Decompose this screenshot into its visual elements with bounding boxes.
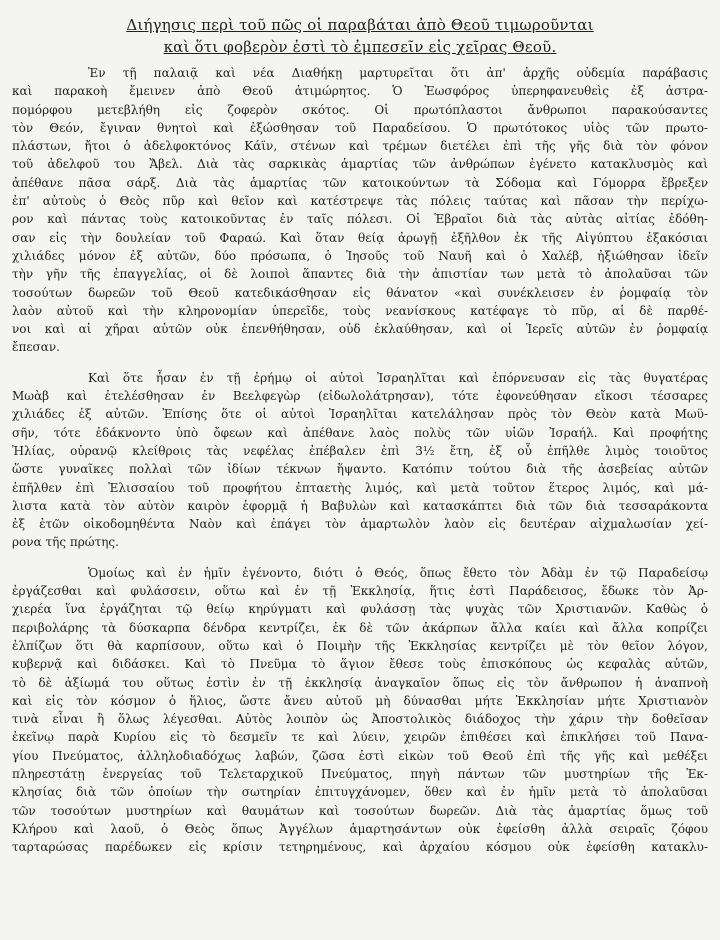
text-line: ἐργάζεσθαι καὶ φυλάσσειν, οὕτω καὶ ἐν τῇ Ἐκκλησίᾳ, ἥτις ἐστὶ Παράδεισος, ἔδωκε τὸν Ἀρ-: [12, 584, 708, 599]
paragraph-1: [12, 64, 708, 357]
text-line: ρον καὶ πάντας τοὺς κατοικοῦντας ἐν ταῖς πόλεσι. Οἱ Ἑβραῖοι διὰ τὰς αὐτὰς αἰτίας ἐδόθη-: [12, 212, 708, 227]
text-line: τοσούτων δωρεῶν τοῦ Θεοῦ κατεδικάσθησαν εἰς θάνατον «καὶ συνέκλεισεν ἐν ῥομφαίᾳ τὸν: [12, 285, 708, 300]
text-line: χιλιάδες ἐξ αὐτῶν. Ἐπίσης ὅτε οἱ αὐτοὶ Ἰσραηλῖται κατελάλησαν πρὸς τὸν Θεὸν κατὰ Μωϋ-: [12, 407, 708, 422]
title-line-2: καὶ ὅτι φοβερὸν ἐστὶ τὸ ἐμπεσεῖν εἰς χεῖρας Θεοῦ.: [163, 38, 557, 56]
text-line: Ὁμοίως καὶ ἐν ἡμῖν ἐγένοντο, διότι ὁ Θεός, ὅπως ἔθετο τὸν Ἀδὰμ ἐν τῷ Παραδείσῳ: [88, 565, 708, 580]
text-line: ρονα τῆς πρώτης.: [12, 535, 119, 550]
text-line: πληρεστάτῃ ἐνεργείας τοῦ Τελεταρχικοῦ Πνεύματος, πηγὴ πάντων τῶν μυστηρίων τῆς Ἐκ-: [12, 766, 708, 781]
text-line: Μωὰβ καὶ ἐτελέσθησαν ἐν Βεελφεγὼρ (εἰδωλολάτρησαν), τότε ἐφονεύθησαν εἴκοσι τέσσαρες: [12, 389, 708, 404]
title-line-1: Διήγησις περὶ τοῦ πῶς οἱ παραβάται ἀπὸ Θεοῦ τιμωροῦνται: [126, 16, 594, 34]
text-line: ἐκεῖνῳ παρὰ Κυρίου εἰς τὸ δεσμεῖν τε καὶ λύειν, χειρῶν ἐπιθέσει καὶ ἐπικλήσει τοῦ Πανα-: [12, 730, 708, 745]
text-line: γίου Πνεύματος, ἀλληλοδιαδόχως λαβών, ζῶσα ἐστὶ εἰκὼν τοῦ Θεοῦ ἐπὶ τῆς γῆς καὶ μεθέξει: [12, 748, 708, 763]
text-line: ἐπῆλθεν ἐπὶ Ἐλισσαίου τοῦ προφήτου ἐπταετὴς λιμός, καὶ μετὰ τοῦτον ἕτερος λιμός, καὶ μά-: [12, 480, 708, 495]
document-body: [12, 64, 708, 868]
text-line: χιερέα ἵνα ἐργάζηται τῷ θείῳ κηρύγματι καὶ φυλάσσῃ τὰς ψυχὰς τῶν Χριστιανῶν. Καθὼς ὁ: [12, 602, 708, 617]
text-line: λαὸν αὐτοῦ καὶ τὴν κληρονομίαν ὑπερεῖδε, τοὺς νεανίσκους κατέφαγε τὸ πῦρ, αἱ δὲ παρθέ-: [12, 303, 708, 318]
text-line: καὶ εἰς τὸν κόσμον ὁ ἥλιος, ὥστε ἄνευ αὐτοῦ μὴ δύνασθαι μήτε Ἐκκλησίαν μήτε Χριστιανὸν: [12, 693, 708, 708]
text-line: τὸν Θεόν, ἔγιναν θνητοὶ καὶ ἐξώσθησαν τοῦ Παραδείσου. Ὁ πρωτότοκος υἱὸς τῶν πρωτο-: [12, 120, 708, 135]
text-line: Καὶ ὅτε ἦσαν ἐν τῇ ἐρήμῳ οἱ αὐτοὶ Ἰσραηλῖται καὶ ἐπόρνευσαν εἰς τὰς θυγατέρας: [88, 370, 708, 385]
text-line: τινὰ εἶναι ἢ ὅλως λέγεσθαι. Αὐτὸς λοιπὸν ὡς Ἀποστολικὸς διάδοχος τὴν χάριν τὴν δοθεῖσαν: [12, 712, 708, 727]
text-line: νοι καὶ αἱ χῆραι αὐτῶν οὐκ ἐπενθήθησαν, οὐδ ἐκλαύθησαν, καὶ οἱ Ἱερεῖς αὐτῶν ἐν ῥομφαίᾳ: [12, 322, 708, 337]
text-line: λιστα κατὰ τὸν αὐτὸν καιρὸν ἐφορμᾷ ἡ Βαβυλὼν καὶ κατασκάπτει διὰ τῶν διὰ τεσσαράκοντα: [12, 498, 708, 513]
text-line: τὸ δὲ ἀξίωμά του οὕτως ἐστὶν ἐν τῇ ἐκκλησίᾳ ἀναγκαῖον ὅπως εἰς τὸν ἄνθρωπον ἡ ἀναπνοὴ: [12, 675, 708, 690]
text-line: ἐπ' αὐτοὺς ὁ Θεὸς πῦρ καὶ θεῖον καὶ κατέστρεψε τὰς πόλεις ταύτας καὶ πᾶσαν τὴν περίχω-: [12, 194, 708, 209]
text-line: τῶν τοσούτων μυστηρίων καὶ θαυμάτων καὶ τοσούτων δωρεῶν. Διὰ τὰς ἁμαρτίας ὅμως τοῦ: [12, 803, 708, 818]
text-line: Κλήρου καὶ λαοῦ, ὁ Θεὸς ὅπως Ἀγγέλων ἁμαρτησάντων οὐκ ἐφείσθη ἀλλὰ σειραῖς ζόφου: [12, 821, 708, 836]
text-line: ἐλπίζων ὅτι θὰ καρπίσουν, οὕτω καὶ ὁ Ποιμὴν τῆς Ἐκκλησίας κεντρίζει μὲ τὸν θεῖον λόγον,: [12, 638, 708, 653]
text-line: πομόρφου μετεβλήθη εἰς ζοφερὸν σκότος. Οἱ πρωτόπλαστοι ἄνθρωποι παρακούσαντες: [12, 102, 708, 117]
text-line: ἐξ ἐτῶν οἰκοδομηθέντα Ναὸν καὶ ἐπάγει τὸν ἁμαρτωλὸν λαὸν εἰς δευτέραν αἰχμαλωσίαν χεί-: [12, 517, 708, 532]
text-line: χιλιάδες μόνον ἐξ αὐτῶν, δύο πρόσωπα, ὁ Ἰησοῦς τοῦ Ναυῆ καὶ ὁ Χαλέβ, ἠξιώθησαν ἰδεῖν: [12, 248, 708, 263]
document-title: [40, 14, 680, 58]
text-line: τοῦ ἀδελφοῦ του Ἄβελ. Διὰ τὰς σαρκικὰς ἁμαρτίας τῶν ἀνθρώπων ἐγένετο κατακλυσμὸς καὶ: [12, 157, 708, 172]
paragraph-2: [12, 369, 708, 552]
text-line: τὴν γῆν τῆς ἐπαγγελίας, οἱ δὲ λοιποὶ ἅπαντες διὰ τὴν ἀπιστίαν των μετὰ τὸ ἀπολαῦσαι τῶν: [12, 267, 708, 282]
text-line: ὥστε γυναῖκες πολλαὶ τῶν ἰδίων τέκνων ἥψαντο. Κατόπιν τούτου διὰ τῆς ἀσεβείας αὐτῶν: [12, 462, 708, 477]
text-line: πλάστων, ἤτοι ὁ ἀδελφοκτόνος Κάϊν, στένων καὶ τρέμων διετέλει ἐπὶ τῆς γῆς διὰ τὸν φόνον: [12, 139, 708, 154]
text-line: κλησίας διὰ τῶν ὁποίων τὴν σωτηρίαν ἐπιτυγχάνομεν, ὅθεν καὶ ἐν ἡμῖν μετὰ τὸ ἀπολαῦσαι: [12, 785, 708, 800]
text-line: Ἠλίας, οὐρανῷ κλείθροις τὰς νεφέλας ἐπέβαλεν ἐπὶ 3½ ἔτη, ἐξ οὗ ἐπῆλθε λιμὸς τοιοῦτος: [12, 443, 708, 458]
text-line: κυβερνᾷ καὶ διδάσκει. Καὶ τὸ Πνεῦμα τὸ ἅγιον ἔθεσε τοὺς ἐπισκόπους ὡς κεφαλὰς αὐτῶν,: [12, 657, 708, 672]
text-line: σαν εἰς τὴν δουλείαν τοῦ Φαραώ. Καὶ ὅταν θείᾳ ἀρωγῇ ἐξῆλθον ἐκ τῆς Αἰγύπτου ἑξακόσιαι: [12, 230, 708, 245]
text-line: ἀπέθανε πᾶσα σάρξ. Διὰ τὰς ἁμαρτίας τῶν κατοικούντων τὰ Σόδομα καὶ Γόμορρα ἔβρεξεν: [12, 175, 708, 190]
text-line: περιβολάρης τὰ δύσκαρπα δένδρα κεντρίζει, ἐκ δὲ τῶν ἀκάρπων ἄλλα καίει καὶ ἄλλα κοπρίζει: [12, 620, 708, 635]
paragraph-3: [12, 564, 708, 857]
text-line: Ἐν τῇ παλαιᾷ καὶ νέα Διαθήκῃ μαρτυρεῖται ὅτι ἀπ' ἀρχῆς οὐδεμία παράβασις: [88, 66, 708, 80]
text-line: ταρταρώσας παρέδωκεν εἰς κρίσιν τετηρημένους, καὶ ἀρχαίου κόσμου οὐκ ἐφείσθη κατακλυ-: [12, 840, 708, 855]
text-line: ἔπεσαν.: [12, 340, 60, 355]
text-line: καὶ παρακοὴ ἔμεινεν ἀπὸ Θεοῦ ἀτιμώρητος. Ὁ Ἑωσφόρος ὑπερηφανευθεὶς ἐξ ἀστρα-: [12, 84, 708, 99]
text-line: σῆν, τότε ἐδάκνοντο ὑπὸ ὄφεων καὶ ἀπέθανε λαὸς πολὺς τῶν υἱῶν Ἰσραήλ. Καὶ προφήτης: [12, 425, 708, 440]
